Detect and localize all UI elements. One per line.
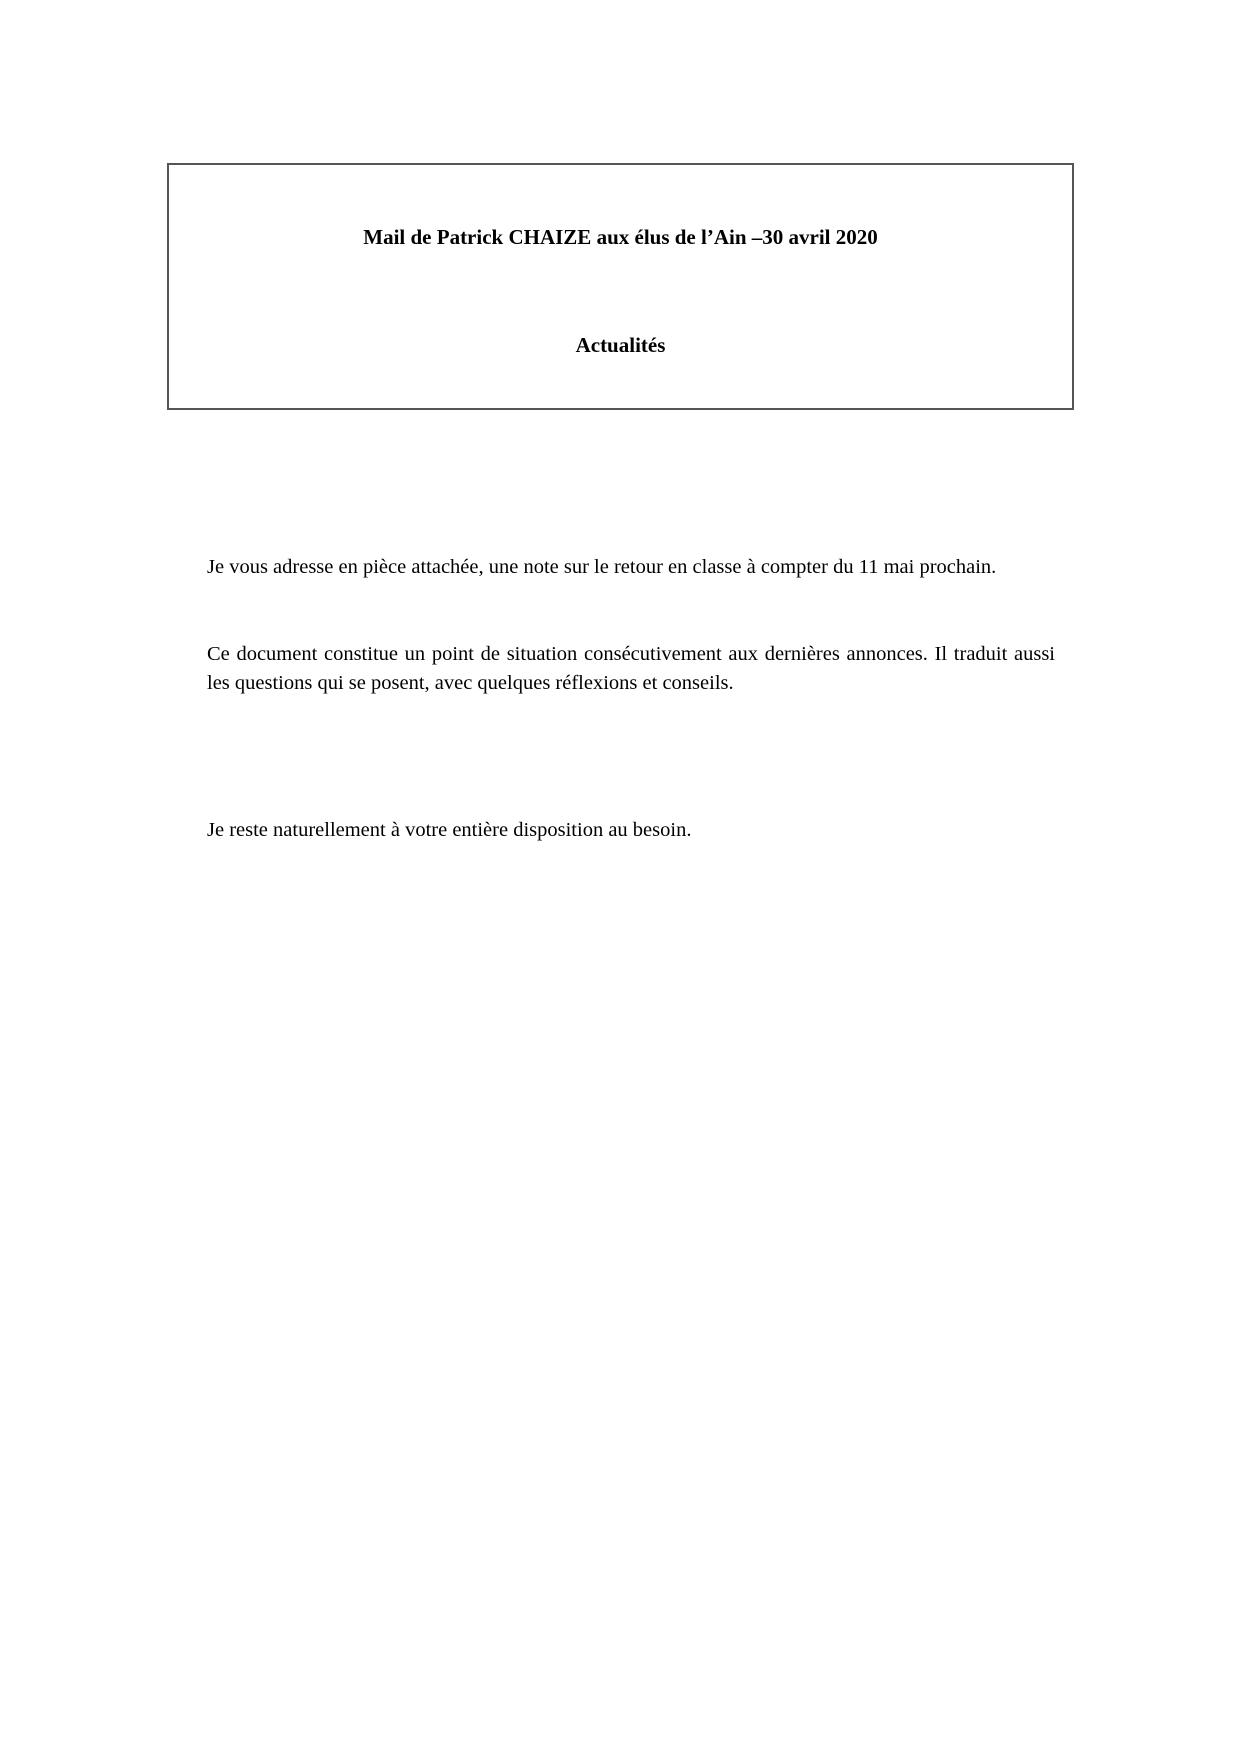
header-box xyxy=(167,163,1074,410)
paragraph-closing xyxy=(207,816,1055,845)
paragraph-text: Je reste naturellement à votre entière disposition au besoin. xyxy=(207,819,692,841)
paragraph-text: Ce document constitue un point de situation consécutivement aux dernières annonces. Il traduit aussi les questions qui se posent, avec quelques réflexions et conseils. xyxy=(207,643,1055,694)
document-title: Mail de Patrick CHAIZE aux élus de l’Ain –30 avril 2020 xyxy=(363,225,878,249)
document-subtitle: Actualités xyxy=(575,333,666,357)
paragraph-document-description xyxy=(207,640,1055,698)
paragraph-text: Je vous adresse en pièce attachée, une note sur le retour en classe à compter du 11 mai prochain. xyxy=(207,556,997,578)
paragraph-attachment-note xyxy=(207,553,1055,582)
